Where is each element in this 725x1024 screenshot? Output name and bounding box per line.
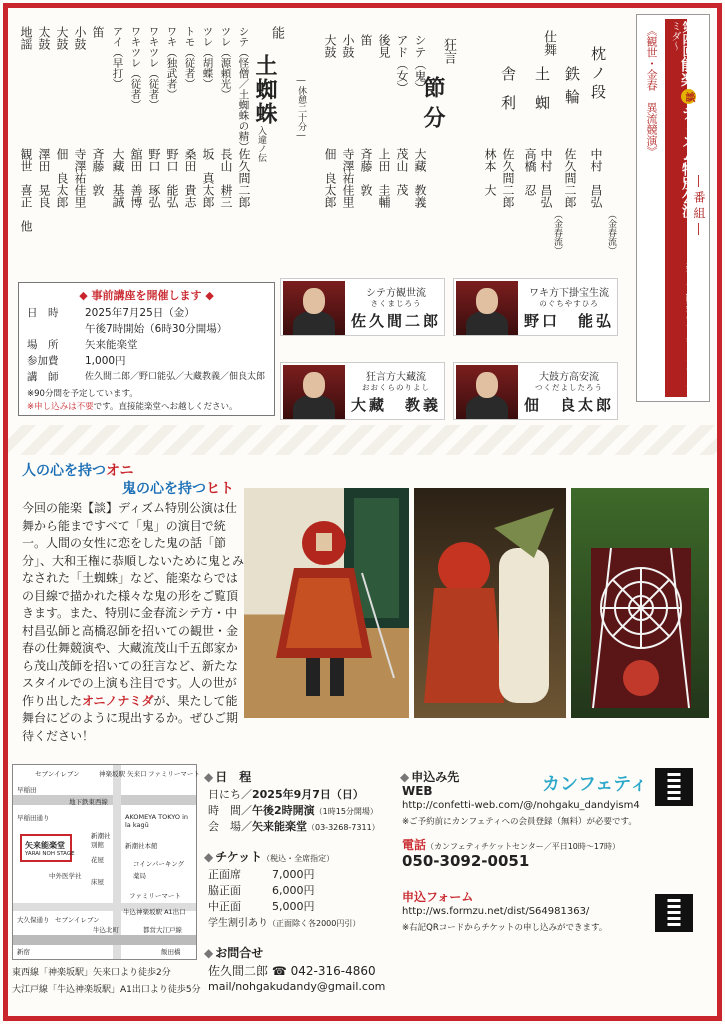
intro-text <box>22 500 244 745</box>
map-label: 床屋 <box>91 878 104 886</box>
noh-name-11: 佃 良太郎 <box>55 148 69 208</box>
lecture-value: 1,000円 <box>85 355 126 367</box>
map-label: 花屋 <box>91 856 104 864</box>
kyogen-name-6: 佃 良太郎 <box>323 148 337 208</box>
kyogen-name-4: 斉藤 敦 <box>359 148 373 196</box>
apply-phone-note: （カンフェティチケットセンター／平日10時〜17時） <box>426 842 621 851</box>
shimai-performer-1: 中村 昌弘 <box>589 148 603 208</box>
map-label: 牛込北町 <box>93 926 119 934</box>
map-label: 早稲田通り <box>17 814 50 822</box>
schedule-venue-label: 会 場／ <box>208 820 252 833</box>
series-left-label: 《観世・金春 異流競演》 <box>645 25 658 157</box>
schedule-venue-value: 矢来能楽堂 <box>252 820 307 833</box>
kyogen-role-3: 後見 <box>377 34 391 58</box>
shimai-title-3: 土蜘 <box>533 66 551 124</box>
kyogen-label: 狂言 <box>441 38 456 64</box>
map-venue: 矢来能楽堂 <box>25 841 65 850</box>
map-label: 新潮社 別館 <box>91 832 111 849</box>
headline-2 <box>122 478 234 498</box>
map-label: 大久保通り <box>17 916 50 924</box>
lecture-key: 講 師 <box>27 371 59 383</box>
map-label: 都営大江戸線 <box>143 926 182 934</box>
qr-code-form[interactable] <box>655 894 693 932</box>
noh-name-3: 坂 真太郎 <box>201 148 215 208</box>
schedule-venue <box>208 818 380 834</box>
map-label: 薬局 <box>133 872 146 880</box>
performer-photo <box>283 365 345 419</box>
performer-kana: さくまじろう <box>370 299 422 308</box>
map-label: 新宿 <box>17 948 30 956</box>
pre-lecture-box <box>18 282 275 416</box>
kyogen-name-3: 上田 圭輔 <box>377 148 391 208</box>
performer-card <box>453 362 618 420</box>
kyogen-name-5: 寺澤祐佳里 <box>341 148 355 208</box>
confetti-logo[interactable]: カンフェティ <box>542 774 648 795</box>
noh-role-11: 大鼓 <box>55 26 69 50</box>
map-label: ファミリーマート <box>129 892 181 900</box>
noh-role-13: 地謡 <box>19 26 33 50</box>
ticket-price: 5,000円 <box>272 900 315 913</box>
noh-role-4: トモ（従者） <box>183 26 196 89</box>
schedule-time-value: 午後2時開演 <box>252 804 315 817</box>
series-title-1: 能楽 <box>679 57 697 87</box>
kyogen-name-2: 茂山 茂 <box>395 148 409 196</box>
map-label: コインパーキング <box>133 860 185 868</box>
apply-phone-label: 電話 <box>402 838 427 852</box>
shimai-title-2: 鉄輪 <box>563 66 581 112</box>
wave-pattern <box>8 425 717 455</box>
series-banner <box>636 14 710 402</box>
performer-photo <box>283 281 345 335</box>
noh-role-10: 小鼓 <box>73 26 87 50</box>
bangumi-label: ―番組― <box>692 175 706 239</box>
performer-photo <box>456 365 518 419</box>
shimai-label: 仕舞 <box>541 30 556 56</box>
apply-head: ◆ 申込み先 <box>400 768 459 785</box>
series-subtitle: じっくり楽しむ能楽の世界〜オニノナミダ〜 <box>669 21 694 392</box>
map-label: 牛込神楽坂駅 A1出口 <box>123 908 186 916</box>
lecture-title: ◆ 事前講座を開催します ◆ <box>79 289 214 302</box>
noh-name-5: 野口 能弘 <box>165 148 179 208</box>
schedule-time <box>208 802 378 818</box>
kyogen-role-1: シテ（鬼） <box>413 34 427 94</box>
lecture-value: 午後7時開始（6時30分開場） <box>85 323 228 335</box>
noh-role-6: ワキツレ（従者） <box>147 26 160 110</box>
performance-photo-kyogen <box>414 488 566 718</box>
performer-name: 大藏 教義 <box>350 396 441 414</box>
schedule-date-label: 日にち／ <box>208 788 252 801</box>
ticket-student-note: （正面除く各2000円引） <box>268 919 361 928</box>
kyogen-role-6: 大鼓 <box>323 34 337 58</box>
access-map <box>12 764 200 960</box>
noh-name-12: 澤田 晃良 <box>37 148 51 208</box>
map-venue-en: YARAI NOH STAGE <box>25 851 75 857</box>
headline-1b: オニ <box>106 463 134 479</box>
noh-title: 土蜘蛛 <box>252 54 278 126</box>
noh-role-7: ワキツレ（従者） <box>129 26 142 110</box>
noh-role-2: ツレ（源頼光） <box>219 26 232 100</box>
lecture-value: 佐久間二郎／野口能弘／大藏教義／佃良太郎 <box>85 372 266 382</box>
performance-photo-oni <box>244 488 409 718</box>
noh-role-3: ツレ（胡蝶） <box>201 26 214 89</box>
noh-role-5: ワキ（独武者） <box>165 26 178 100</box>
performer-role: ワキ方下掛宝生流 <box>529 288 609 299</box>
contact-line <box>208 962 376 979</box>
spider-illustration <box>571 488 709 718</box>
performer-name: 佃 良太郎 <box>523 396 614 414</box>
schedule-date-value: 2025年9月7日（日） <box>252 788 364 801</box>
shimai-performer-4: 佐久間二郎 <box>501 148 515 208</box>
shimai-performer-4b: 林本 大 <box>483 148 497 196</box>
noh-name-6: 野口 琢弘 <box>147 148 161 208</box>
shimai-performer-3: 中村 昌弘 <box>539 148 553 208</box>
lecture-value: 矢来能楽堂 <box>85 339 138 351</box>
kyogen-name-1: 大藏 教義 <box>413 148 427 208</box>
noh-role-12: 太鼓 <box>37 26 51 50</box>
contact-head: ◆ お問合せ <box>204 944 263 961</box>
shimai-note-3: （金春流） <box>552 210 562 255</box>
ticket-row <box>208 882 241 898</box>
noh-role-8: アイ（早打） <box>111 26 124 89</box>
performer-kana: のぐちやすひろ <box>539 299 599 308</box>
kyogen-role-4: 笛 <box>359 34 373 46</box>
lecture-note-red: ※申し込みは不要 <box>27 402 94 412</box>
performer-name: 野口 能弘 <box>523 312 614 330</box>
noh-name-13: 観世 喜正 他 <box>19 148 33 232</box>
noh-name-9: 斉藤 敦 <box>91 148 105 196</box>
contact-name: 佐久間二郎 <box>208 964 269 978</box>
map-label: AKOMEYA TOKYO in la kagū <box>125 813 189 829</box>
performer-kana: つくだよしたろう <box>535 383 603 392</box>
headline-2b: ヒト <box>206 481 234 497</box>
schedule-time-note: （1時15分開場） <box>314 807 378 816</box>
map-label: ファミリーマート <box>148 770 200 778</box>
ticket-student <box>208 914 360 929</box>
performer-name: 佐久間二郎 <box>350 312 441 330</box>
ticket-seat: 脇正面 <box>208 884 241 897</box>
performer-photo <box>456 281 518 335</box>
apply-phone-line <box>402 836 620 853</box>
noh-role-9: 笛 <box>91 26 105 38</box>
schedule-time-label: 時 間／ <box>208 804 252 817</box>
map-label: セブンイレブン <box>55 916 100 924</box>
noh-name-10: 寺澤祐佳里 <box>73 148 87 208</box>
ticket-row <box>208 866 241 882</box>
schedule-date <box>208 786 364 802</box>
ticket-price: 7,000円 <box>272 868 315 881</box>
noh-label: 能 <box>269 26 284 39</box>
map-label: 中外医学社 <box>49 872 82 880</box>
shimai-title-1: 枕ノ段 <box>589 46 607 103</box>
contact-tel: ☎ 042-316-4860 <box>271 964 376 978</box>
ticket-head <box>204 848 334 865</box>
noh-name-4: 桑田 貴志 <box>183 148 197 208</box>
kyogen-role-5: 小鼓 <box>341 34 355 58</box>
lecture-key: 参加費 <box>27 355 59 367</box>
series-number: 第四回 <box>681 21 695 57</box>
apply-form-url[interactable]: http://ws.formzu.net/dist/S64981363/ <box>402 906 590 917</box>
apply-url-note: ※ご予約前にカンフェティへの会員登録（無料）が必要です。 <box>402 817 637 827</box>
map-label: セブンイレブン <box>35 770 80 778</box>
noh-role-1: シテ（怪僧／土蜘蛛の精） <box>237 26 250 152</box>
noh-subtitle: 入違ノ伝 <box>256 126 266 162</box>
performance-photo-tsuchigumo <box>571 488 709 718</box>
map-label: 新潮社本館 <box>125 842 158 850</box>
performer-card <box>453 278 618 336</box>
ticket-price: 6,000円 <box>272 884 315 897</box>
apply-url[interactable]: http://confetti-web.com/@/nohgaku_dandyism4 <box>402 800 640 811</box>
dan-badge: 談 <box>681 89 696 104</box>
intro-highlight: オニノナミダ <box>82 693 154 708</box>
oni-illustration <box>244 488 409 718</box>
kyogen-title: 節分 <box>420 76 446 136</box>
map-label: 早稲田 <box>17 786 37 794</box>
schedule-head: ◆ 日 程 <box>204 768 251 785</box>
apply-phone[interactable]: 050-3092-0051 <box>402 852 530 870</box>
noh-name-7: 舘田 善博 <box>129 148 143 208</box>
headline-2a: 鬼の心を持つ <box>122 481 206 497</box>
intro-body-2: が、果たして能舞台にどのように現出するか。ぜひご期待ください！ <box>22 693 239 743</box>
noh-name-2: 長山 耕三 <box>219 148 233 208</box>
shimai-note-1: （金春流） <box>606 210 616 255</box>
program <box>19 14 634 272</box>
schedule-venue-tel: （03-3268-7311） <box>307 823 380 832</box>
performer-role: シテ方観世流 <box>366 288 426 299</box>
access-1: 東西線「神楽坂駅」矢来口より徒歩2分 <box>12 968 171 978</box>
lecture-note-1: ※90分間を予定しています。 <box>27 389 138 399</box>
lecture-note-2 <box>27 400 237 412</box>
lecture-note-rest: です。直接能楽堂へお越しください。 <box>93 402 238 412</box>
ticket-student-label: 学生割引あり <box>208 918 268 929</box>
series-title-2: ディズム特別公演 <box>680 106 696 218</box>
ticket-seat: 正面席 <box>208 868 241 881</box>
map-label: 神楽坂駅 矢来口 <box>99 770 147 778</box>
kyogen-illustration <box>414 488 566 718</box>
performer-card <box>280 278 445 336</box>
intro-body-1: 今回の能楽【談】ディズム特別公演は仕舞から能まですべて「鬼」の演目で統一。人間の女性に恋をした鬼の話「節分」、大和王権に恭順しないために鬼とみなされた「土蜘蛛」など、能楽ならではの目線で描かれた様々な鬼の形をご覧頂きます。また、特別に金春流シテ方・中村昌弘師と高橋忍師を招いての観世・金春の仕舞競演や、大藏流茂山千五郎家から茂山茂師を招いての狂言など、新たなスタイルでの上演も注目です。人の世が作り出した <box>22 501 245 708</box>
access-2: 大江戸線「牛込神楽坂駅」A1出口より徒歩5分 <box>12 985 201 995</box>
lecture-key: 場 所 <box>27 339 59 351</box>
shimai-performer-3b: 高橋 忍 <box>523 148 537 196</box>
ticket-seat: 中正面 <box>208 900 241 913</box>
ticket-row <box>208 898 241 914</box>
qr-code-confetti[interactable] <box>655 768 693 806</box>
apply-form-label: 申込フォーム <box>402 890 474 904</box>
kyogen-role-2: アド（女） <box>395 34 409 94</box>
performer-role: 大鼓方高安流 <box>539 372 599 383</box>
performer-role: 狂言方大藏流 <box>366 372 426 383</box>
noh-name-1: 佐久間二郎 <box>237 148 251 208</box>
ticket-head-label: チケット <box>215 850 263 864</box>
break-label: ―休憩二十分― <box>296 76 306 141</box>
lecture-key: 日 時 <box>27 307 59 319</box>
map-label: 地下鉄東西線 <box>69 798 108 806</box>
lecture-value: 2025年7月25日（金） <box>85 307 195 319</box>
headline-1 <box>22 460 133 480</box>
shimai-performer-2: 佐久間二郎 <box>563 148 577 208</box>
performer-kana: おおくらのりよし <box>362 383 430 392</box>
apply-form-note: ※右記QRコードからチケットの申し込みができます。 <box>402 923 608 933</box>
apply-web-label: WEB <box>402 784 433 798</box>
ticket-head-note: （税込・全席指定） <box>262 854 335 863</box>
noh-name-8: 大藏 基誠 <box>111 148 125 208</box>
headline-1a: 人の心を持つ <box>22 463 106 479</box>
map-label: 飯田橋 <box>161 948 181 956</box>
contact-mail[interactable]: mail/nohgakudandy@gmail.com <box>208 980 386 993</box>
performer-card <box>280 362 445 420</box>
shimai-title-4: 舎利 <box>499 66 517 124</box>
